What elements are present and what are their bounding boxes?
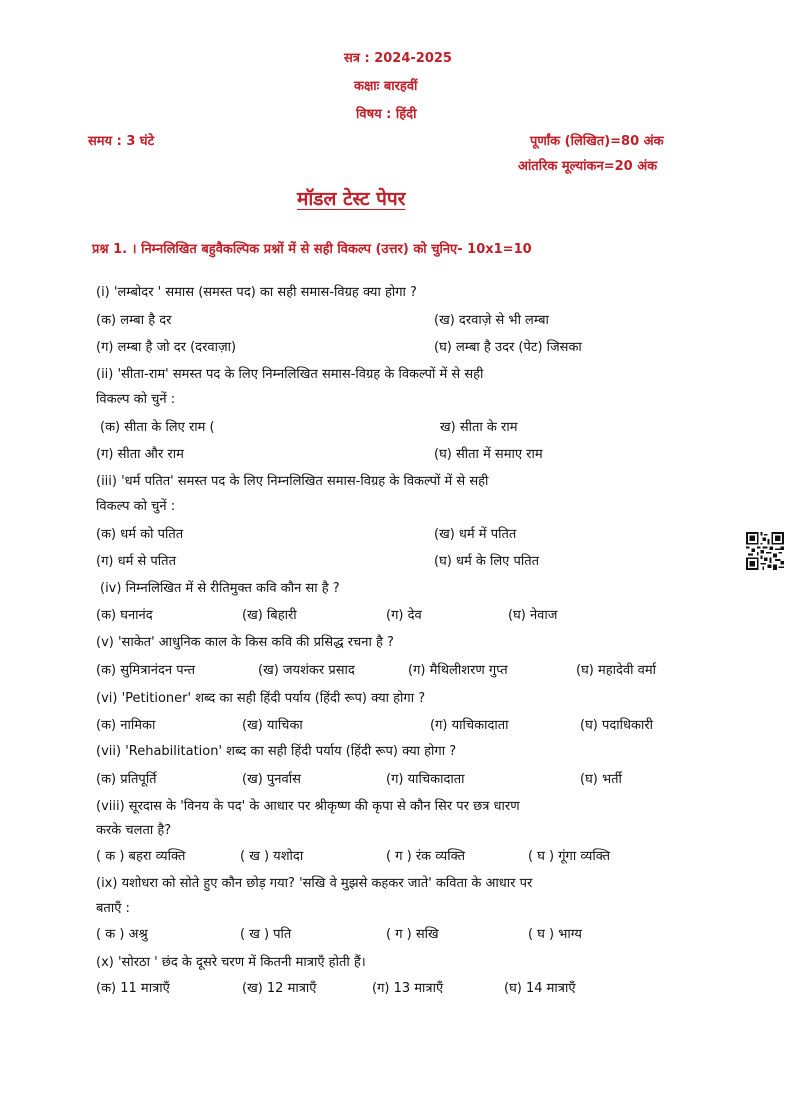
section-instruction: प्रश्न 1. । निम्नलिखित बहुवैकल्पिक प्रश्नों में से सही विकल्प (उत्तर) को चुनिए- 10x1=10 [92, 242, 532, 257]
question-5-option-a: (क) सुमित्रानंदन पन्त [96, 663, 195, 678]
question-10-option-b: (ख) 12 मात्राएँ [242, 981, 317, 996]
question-8-option-b: ( ख ) यशोदा [240, 849, 304, 864]
question-3-option-b: (ख) धर्म में पतित [434, 527, 517, 542]
question-9-option-d: ( घ ) भाग्य [528, 927, 582, 942]
question-7-option-c: (ग) याचिकादाता [386, 772, 465, 787]
question-1-option-c: (ग) लम्बा है जो दर (दरवाज़ा) [96, 340, 237, 355]
question-10-option-d: (घ) 14 मात्राएँ [504, 981, 576, 996]
question-6-option-d: (घ) पदाधिकारी [580, 718, 654, 733]
question-6-option-c: (ग) याचिकादाता [430, 718, 509, 733]
question-7-option-b: (ख) पुनर्वास [242, 772, 301, 787]
question-10-text: (x) 'सोरठा ' छंद के दूसरे चरण में कितनी मात्राएँ होती हैं। [96, 955, 366, 970]
question-6-text: (vi) 'Petitioner' शब्द का सही हिंदी पर्याय (हिंदी रूप) क्या होगा ? [96, 691, 426, 706]
question-1-option-d: (घ) लम्बा है उदर (पेट) जिसका [434, 340, 582, 355]
qr-code-icon [746, 532, 784, 570]
internal-marks-label: आंतरिक मूल्यांकन=20 अंक [518, 159, 658, 174]
question-6-option-a: (क) नामिका [96, 718, 156, 733]
session-label: सत्र : 2024-2025 [344, 51, 452, 66]
question-1-text: (i) 'लम्बोदर ' समास (समस्त पद) का सही समास-विग्रह क्या होगा ? [96, 285, 417, 300]
question-5-text: (v) 'साकेत' आधुनिक काल के किस कवि की प्रसिद्ध रचना है ? [96, 635, 394, 650]
question-8-text-cont: करके चलता है? [96, 823, 172, 838]
question-2-option-c: (ग) सीता और राम [96, 447, 184, 462]
question-7-text: (vii) 'Rehabilitation' शब्द का सही हिंदी पर्याय (हिंदी रूप) क्या होगा ? [96, 744, 457, 759]
question-10-option-c: (ग) 13 मात्राएँ [372, 981, 444, 996]
question-9-option-c: ( ग ) सखि [386, 927, 439, 942]
page-title: मॉडल टेस्ट पेपर [297, 188, 406, 210]
question-4-text: (iv) निम्नलिखित में से रीतिमुक्त कवि कौन सा है ? [100, 581, 340, 596]
question-10-option-a: (क) 11 मात्राएँ [96, 981, 170, 996]
question-8-option-d: ( घ ) गूंगा व्यक्ति [528, 849, 611, 864]
question-1-option-b: (ख) दरवाज़े से भी लम्बा [434, 313, 549, 328]
question-2-option-a: (क) सीता के लिए राम ( [100, 420, 215, 435]
question-9-option-b: ( ख ) पति [240, 927, 292, 942]
question-4-option-a: (क) घनानंद [96, 608, 153, 623]
question-8-text: (viii) सूरदास के 'विनय के पद' के आधार पर श्रीकृष्ण की कृपा से कौन सिर पर छत्र धारण [96, 799, 520, 814]
question-2-text-cont: विकल्प को चुनें : [96, 392, 176, 407]
question-8-option-a: ( क ) बहरा व्यक्ति [96, 849, 186, 864]
question-3-option-c: (ग) धर्म से पतित [96, 554, 176, 569]
question-5-option-b: (ख) जयशंकर प्रसाद [258, 663, 355, 678]
question-9-text-cont: बताएँ : [96, 901, 130, 916]
question-1-option-a: (क) लम्बा है दर [96, 313, 172, 328]
question-7-option-a: (क) प्रतिपूर्ति [96, 772, 157, 787]
question-9-option-a: ( क ) अश्रु [96, 927, 148, 942]
question-4-option-b: (ख) बिहारी [242, 608, 297, 623]
question-5-option-d: (घ) महादेवी वर्मा [576, 663, 657, 678]
question-5-option-c: (ग) मैथिलीशरण गुप्त [408, 663, 508, 678]
time-label: समय : 3 घंटे [88, 134, 155, 149]
question-3-option-a: (क) धर्म को पतित [96, 527, 184, 542]
subject-label: विषय : हिंदी [356, 107, 417, 122]
question-2-option-b: ख) सीता के राम [440, 420, 518, 435]
max-marks-label: पूर्णांक (लिखित)=80 अंक [530, 134, 664, 149]
question-4-option-d: (घ) नेवाज [508, 608, 558, 623]
question-2-option-d: (घ) सीता में समाए राम [434, 447, 543, 462]
question-3-text-cont: विकल्प को चुनें : [96, 499, 176, 514]
question-6-option-b: (ख) याचिका [242, 718, 303, 733]
question-8-option-c: ( ग ) रंक व्यक्ति [386, 849, 466, 864]
question-9-text: (ix) यशोधरा को सोते हुए कौन छोड़ गया? 'सखि वे मुझसे कहकर जाते' कविता के आधार पर [96, 876, 533, 891]
question-2-text: (ii) 'सीता-राम' समस्त पद के लिए निम्नलिखित समास-विग्रह के विकल्पों में से सही [96, 367, 484, 382]
question-4-option-c: (ग) देव [386, 608, 422, 623]
class-label: कक्षाः बारहवीं [354, 79, 418, 94]
question-3-text: (iii) 'धर्म पतित' समस्त पद के लिए निम्नलिखित समास-विग्रह के विकल्पों में से सही [96, 474, 489, 489]
question-7-option-d: (घ) भर्ती [580, 772, 622, 787]
question-3-option-d: (घ) धर्म के लिए पतित [434, 554, 540, 569]
